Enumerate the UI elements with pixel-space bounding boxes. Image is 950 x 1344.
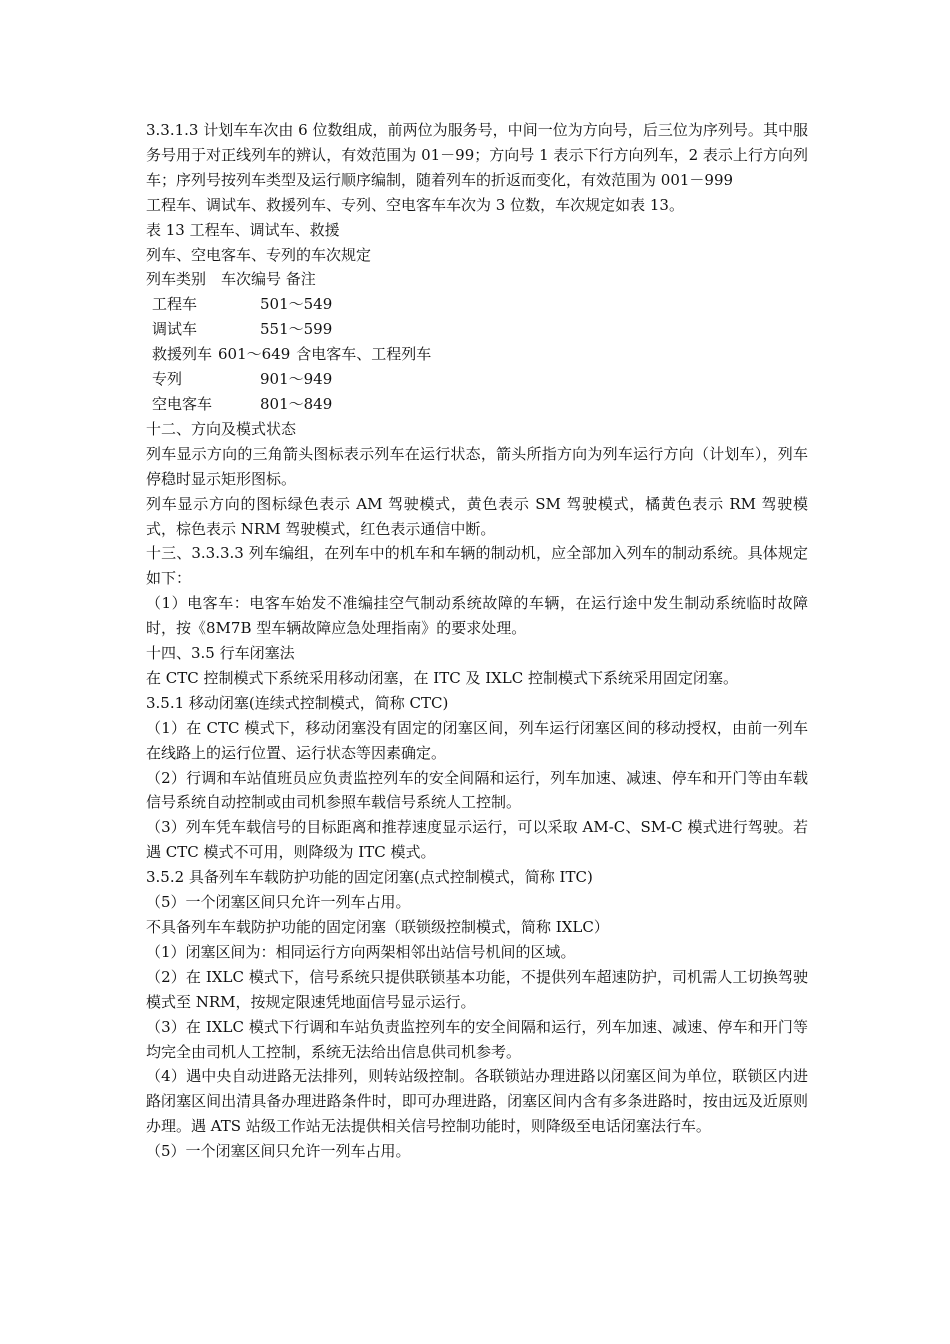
table-cell-code: 801～849	[260, 394, 333, 413]
table-cell-note: 含电客车、工程列车	[296, 345, 432, 364]
document-page	[146, 118, 808, 1164]
table-cell-type: 工程车	[152, 295, 198, 314]
paragraph: （5）一个闭塞区间只允许一列车占用。	[146, 1142, 411, 1161]
paragraph: （5）一个闭塞区间只允许一列车占用。	[146, 893, 411, 912]
paragraph-train-number-rule: 3.3.1.3 计划车车次由 6 位数组成，前两位为服务号，中间一位为方向号，后三位为序列号。其中服务号用于对正线列车的辨认，有效范围为 01－99；方向号 1 表示下行方向列车，2 表示上行方向列车；序列号按列车类型及运行顺序编制，随着列车的折返而变化，有效范围为 001－999	[146, 121, 808, 189]
paragraph: （3）列车凭车载信号的目标距离和推荐速度显示运行，可以采取 AM-C、SM-C 模式进行驾驶。若遇 CTC 模式不可用，则降级为 ITC 模式。	[146, 818, 808, 862]
table-cell-type: 调试车	[152, 320, 198, 339]
table-row	[146, 342, 808, 367]
paragraph: （1）在 CTC 模式下，移动闭塞没有固定的闭塞区间，列车运行闭塞区间的移动授权，由前一列车在线路上的运行位置、运行状态等因素确定。	[146, 718, 808, 762]
paragraph: （3）在 IXLC 模式下行调和车站负责监控列车的安全间隔和运行，列车加速、减速、停车和开门等均完全由司机人工控制，系统无法给出信息供司机参考。	[146, 1017, 808, 1061]
table-cell-code: 901～949	[260, 370, 333, 389]
table-row	[146, 317, 808, 342]
paragraph: （2）行调和车站值班员应负责监控列车的安全间隔和运行，列车加速、减速、停车和开门等由车载信号系统自动控制或由司机参照车载信号系统人工控制。	[146, 768, 808, 812]
paragraph: 在 CTC 控制模式下系统采用移动闭塞，在 ITC 及 IXLC 控制模式下系统采用固定闭塞。	[146, 668, 739, 687]
table-header: 列车类别 车次编号 备注	[146, 270, 316, 289]
paragraph: 列车显示方向的三角箭头图标表示列车在运行状态，箭头所指方向为列车运行方向（计划车），列车停稳时显示矩形图标。	[146, 444, 808, 488]
table-cell-type: 救援列车	[152, 345, 213, 364]
table-row	[146, 367, 808, 392]
table-row	[146, 292, 808, 317]
subsection-heading-ixlc: 不具备列车车载防护功能的固定闭塞（联锁级控制模式，简称 IXLC）	[146, 918, 609, 936]
paragraph: （1）闭塞区间为：相同运行方向两架相邻出站信号机间的区域。	[146, 942, 576, 961]
table-cell-code: 551～599	[260, 320, 333, 339]
section-heading-13: 十三、3.3.3.3 列车编组，在列车中的机车和车辆的制动机，应全部加入列车的制动系统。具体规定如下：	[146, 544, 808, 588]
table-cell-type: 空电客车	[152, 394, 213, 413]
table-caption-line2: 列车、空电客车、专列的车次规定	[146, 245, 372, 264]
table-cell-code: 501～549	[260, 295, 333, 314]
paragraph-special-trains: 工程车、调试车、救援列车、专列、空电客车车次为 3 位数，车次规定如表 13。	[146, 195, 684, 214]
paragraph: （4）遇中央自动进路无法排列，则转站级控制。各联锁站办理进路以闭塞区间为单位，联锁区内进路闭塞区间出清具备办理进路条件时，即可办理进路，闭塞区间内含有多条进路时，按由远及近原则办理。遇 ATS 站级工作站无法提供相关信号控制功能时，则降级至电话闭塞法行车。	[146, 1067, 808, 1136]
table-cell-type: 专列	[152, 370, 183, 389]
table-row	[146, 392, 808, 417]
section-heading-12: 十二、方向及模式状态	[146, 419, 297, 438]
section-heading-14: 十四、3.5 行车闭塞法	[146, 644, 295, 663]
paragraph: 列车显示方向的图标绿色表示 AM 驾驶模式，黄色表示 SM 驾驶模式，橘黄色表示 RM 驾驶模式，棕色表示 NRM 驾驶模式，红色表示通信中断。	[146, 494, 808, 538]
table-cell-code: 601～649	[218, 345, 291, 364]
subsection-heading-351: 3.5.1 移动闭塞(连续式控制模式，简称 CTC)	[146, 693, 449, 712]
subsection-heading-352: 3.5.2 具备列车车载防护功能的固定闭塞(点式控制模式，简称 ITC)	[146, 868, 593, 887]
table-caption-line1: 表 13 工程车、调试车、救援	[146, 220, 340, 239]
paragraph: （2）在 IXLC 模式下，信号系统只提供联锁基本功能，不提供列车超速防护，司机需人工切换驾驶模式至 NRM，按规定限速凭地面信号显示运行。	[146, 967, 808, 1011]
paragraph: （1）电客车：电客车始发不准编挂空气制动系统故障的车辆，在运行途中发生制动系统临时故障时，按《8M7B 型车辆故障应急处理指南》的要求处理。	[146, 594, 808, 638]
